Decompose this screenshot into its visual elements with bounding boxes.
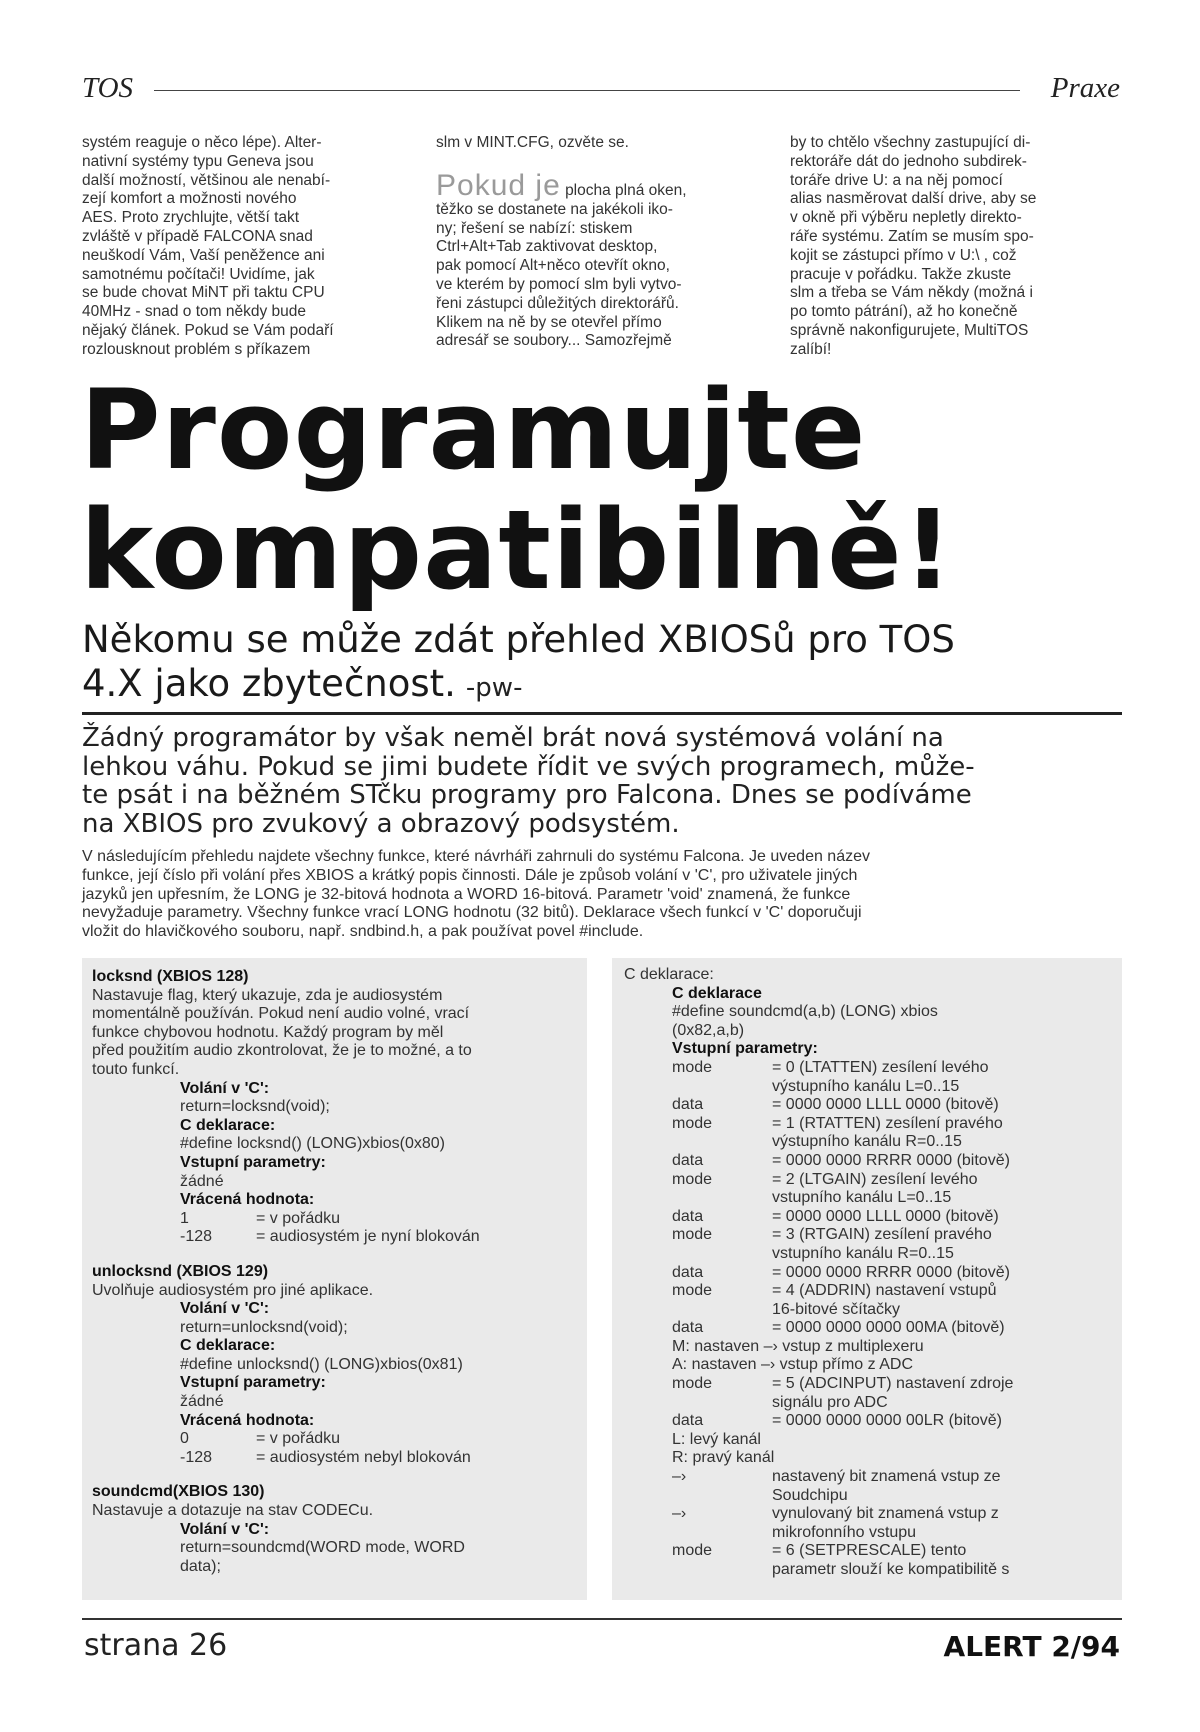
- param-row-value: = 5 (ADCINPUT) nastavení zdroje: [772, 1375, 1014, 1393]
- soundcmd-title: soundcmd(XBIOS 130): [92, 1483, 265, 1501]
- column-1-line: AES. Proto zrychlujte, větší takt: [82, 209, 300, 227]
- unlocksnd-return-row-value: = audiosystém nebyl blokován: [256, 1448, 471, 1466]
- soundcmd-call-line: return=soundcmd(WORD mode, WORD: [180, 1539, 465, 1557]
- column-3-line: ráře systému. Zatím se musím spo-: [790, 227, 1034, 245]
- param-row-key: mode: [672, 1542, 713, 1560]
- column-2: [436, 134, 766, 351]
- column-3: [790, 134, 1120, 360]
- locksnd-description: [92, 987, 587, 1080]
- footer-rule: [82, 1618, 1122, 1620]
- right-params-label: Vstupní parametry:: [672, 1040, 818, 1058]
- column-3-line: rektoráře dát do jednoho subdirek-: [790, 152, 1027, 170]
- param-row-value: = 2 (LTGAIN) zesílení levého: [772, 1170, 978, 1188]
- param-row-value: parametr slouží ke kompatibilitě s: [772, 1561, 1010, 1578]
- unlocksnd-return-row: [180, 1449, 587, 1468]
- column-3-line: alias nasměrovat další drive, aby se: [790, 190, 1037, 208]
- drop-cap-words: Pokud je: [436, 168, 561, 202]
- param-row-key: [672, 1301, 772, 1320]
- unlocksnd-returns: [180, 1430, 587, 1467]
- column-2-line: ny; řešení se nabízí: stiskem: [436, 219, 633, 237]
- page-number: strana 26: [84, 1628, 228, 1663]
- column-1-line: se bude chovat MiNT při taktu CPU: [82, 284, 325, 302]
- column-3-line: kojit se zástupci přímo v U:\ , což: [790, 246, 1017, 264]
- column-1-line: zejí komfort a možnosti nového: [82, 190, 297, 208]
- param-row-value: výstupního kanálu L=0..15: [772, 1077, 960, 1095]
- column-1-line: 40MHz - snad o tom někdy bude: [82, 303, 307, 321]
- column-2-lead-rest: plocha plná oken,: [565, 181, 687, 199]
- right-rows-2: [672, 1375, 1122, 1431]
- article-title: [80, 366, 1140, 614]
- column-2-line: těžko se dostanete na jakékoli iko-: [436, 200, 673, 218]
- param-row-value: = 0 (LTATTEN) zesílení levého: [772, 1058, 989, 1076]
- param-row-value: mikrofonního vstupu: [772, 1523, 917, 1541]
- unlocksnd-description: [92, 1282, 587, 1301]
- param-row: [672, 1133, 1122, 1152]
- header-section: TOS: [82, 72, 134, 104]
- locksnd-call: return=locksnd(void);: [180, 1098, 330, 1116]
- intro-line: Žádný programátor by však neměl brát nová systémová volání na: [82, 723, 944, 753]
- param-row: [672, 1468, 1122, 1487]
- unlocksnd-decl-label: C deklarace:: [180, 1337, 276, 1355]
- body-line: nevyžaduje parametry. Všechny funkce vrací LONG hodnotu (32 bitů). Deklarace všech funkcí v 'C' doporučuji: [82, 904, 862, 922]
- column-3-line: toráře drive U: a na něj pomocí: [790, 171, 1003, 189]
- column-3-line: pracuje v pořádku. Takže zkuste: [790, 265, 1012, 283]
- column-3-line: po tomto pátrání), až ho konečně: [790, 303, 1018, 321]
- right-decl-line: (0x82,a,b): [672, 1021, 745, 1039]
- intro-line: lehkou váhu. Pokud se jimi budete řídit ve svých programech, může-: [82, 751, 975, 782]
- param-row: [672, 1375, 1122, 1394]
- issue-label: ALERT 2/94: [943, 1630, 1120, 1663]
- right-note-line: M: nastaven –› vstup z multiplexeru: [672, 1337, 924, 1355]
- column-3-line: v okně při výběru nepletly direkto-: [790, 209, 1022, 227]
- param-row-key: data: [672, 1412, 704, 1430]
- locksnd-desc-line: před použitím audio zkontrolovat, že je to možné, a to: [92, 1042, 472, 1060]
- locksnd-return-row-value: = audiosystém je nyní blokován: [256, 1228, 480, 1246]
- unlocksnd-call-label: Volání v 'C':: [180, 1300, 270, 1318]
- unlocksnd-return-row-value: = v pořádku: [256, 1430, 341, 1448]
- param-row: [672, 1394, 1122, 1413]
- unlocksnd-params-label: Vstupní parametry:: [180, 1374, 326, 1392]
- param-row-value: vstupního kanálu L=0..15: [772, 1189, 952, 1207]
- soundcmd-call-line: data);: [180, 1557, 221, 1575]
- locksnd-desc-line: momentálně používán. Pokud není audio volné, vrací: [92, 1005, 470, 1023]
- unlocksnd-params: žádné: [180, 1393, 224, 1411]
- param-row: [672, 1505, 1122, 1524]
- locksnd-desc-line: Nastavuje flag, který ukazuje, zda je audiosystém: [92, 986, 443, 1004]
- soundcmd-desc-line: Nastavuje a dotazuje na stav CODECu.: [92, 1502, 374, 1520]
- right-rows-3: [672, 1468, 1122, 1580]
- subtitle-line-2-text: 4.X jako zbytečnost.: [82, 662, 456, 705]
- header-category: Praxe: [1050, 72, 1120, 104]
- param-row: [672, 1487, 1122, 1506]
- param-row-value: 16-bitové sčítačky: [772, 1300, 901, 1318]
- param-row-key: mode: [672, 1375, 713, 1393]
- param-row-value: = 6 (SETPRESCALE) tento: [772, 1542, 967, 1560]
- column-1-line: samotnému počítači! Uvidíme, jak: [82, 265, 315, 283]
- unlocksnd-returns-label: Vrácená hodnota:: [180, 1411, 315, 1429]
- param-row: [672, 1059, 1122, 1078]
- locksnd-returns-label: Vrácená hodnota:: [180, 1191, 315, 1209]
- column-2-body: [436, 201, 766, 351]
- locksnd-return-row-value: = v pořádku: [256, 1209, 341, 1227]
- right-note-line: A: nastaven –› vstup přímo z ADC: [672, 1356, 913, 1374]
- unlocksnd-title: unlocksnd (XBIOS 129): [92, 1262, 269, 1280]
- column-1-line: neuškodí Vám, Vaší peněžence ani: [82, 246, 325, 264]
- locksnd-return-row: [180, 1210, 587, 1229]
- column-1-line: systém reaguje o něco lépe). Alter-: [82, 134, 322, 151]
- column-1-line: rozlousknout problém s příkazem: [82, 340, 311, 358]
- column-2-line: ve kterém by pomocí slm byli vytvo-: [436, 275, 682, 293]
- column-2-lead: [436, 168, 766, 202]
- param-row-value: = 1 (RTATTEN) zesílení pravého: [772, 1114, 1003, 1132]
- locksnd-return-row-key: -128: [180, 1228, 213, 1246]
- param-row: [672, 1412, 1122, 1431]
- right-decl-line: #define soundcmd(a,b) (LONG) xbios: [672, 1003, 938, 1021]
- param-row-value: signálu pro ADC: [772, 1393, 888, 1411]
- locksnd-decl: #define locksnd() (LONG)xbios(0x80): [180, 1135, 445, 1153]
- param-row-key: data: [672, 1263, 704, 1281]
- locksnd-block: [92, 968, 587, 1247]
- locksnd-params: žádné: [180, 1172, 224, 1190]
- param-row-value: = 3 (RTGAIN) zesílení pravého: [772, 1226, 992, 1244]
- column-1-line: nějaký článek. Pokud se Vám podaří: [82, 321, 334, 339]
- column-1-line: další možností, většinou ale nenabí-: [82, 171, 331, 189]
- soundcmd-block: [92, 1483, 587, 1576]
- param-row-key: mode: [672, 1226, 713, 1244]
- param-row: [672, 1561, 1122, 1580]
- param-row: [672, 1282, 1122, 1301]
- locksnd-return-row-key: 1: [180, 1209, 189, 1227]
- left-function-box: [82, 958, 587, 1600]
- column-1-line: zvláště v případě FALCONA snad: [82, 227, 313, 245]
- column-2-line: Klikem na ně by se otevřel přímo: [436, 313, 662, 331]
- param-row-key: mode: [672, 1058, 713, 1076]
- soundcmd-description: [92, 1502, 587, 1521]
- unlocksnd-call: return=unlocksnd(void);: [180, 1318, 348, 1336]
- param-row-value: výstupního kanálu R=0..15: [772, 1133, 962, 1151]
- param-row: [672, 1152, 1122, 1171]
- param-row-key: [672, 1133, 772, 1152]
- locksnd-decl-label: C deklarace:: [180, 1116, 276, 1134]
- param-row-value: = 0000 0000 LLLL 0000 (bitově): [772, 1207, 999, 1225]
- param-row-value: = 4 (ADDRIN) nastavení vstupů: [772, 1282, 997, 1300]
- locksnd-desc-line: funkce chybovou hodnotu. Každý program by měl: [92, 1023, 444, 1041]
- intro-line: te psát i na běžném STčku programy pro Falcona. Dnes se podíváme: [82, 780, 972, 810]
- locksnd-title: locksnd (XBIOS 128): [92, 968, 249, 985]
- param-row-key: data: [672, 1096, 704, 1114]
- param-row: [672, 1301, 1122, 1320]
- column-2-first-line: slm v MINT.CFG, ozvěte se.: [436, 134, 629, 151]
- column-3-line: zalíbí!: [790, 340, 832, 358]
- column-2-line: adresář se soubory... Samozřejmě: [436, 332, 672, 350]
- param-row: [672, 1115, 1122, 1134]
- column-3-line: správně nakonfigurujete, MultiTOS: [790, 321, 1029, 339]
- soundcmd-call: [180, 1539, 587, 1576]
- title-line-1: Programujte: [80, 366, 867, 494]
- locksnd-call-label: Volání v 'C':: [180, 1079, 270, 1097]
- param-row: [672, 1542, 1122, 1561]
- unlocksnd-desc-line: Uvolňuje audiosystém pro jiné aplikace.: [92, 1281, 374, 1299]
- unlocksnd-decl: #define unlocksnd() (LONG)xbios(0x81): [180, 1355, 463, 1373]
- param-row-key: [672, 1487, 772, 1506]
- column-1-line: nativní systémy typu Geneva jsou: [82, 152, 314, 170]
- param-row-key: [672, 1524, 772, 1543]
- header-rule: [154, 90, 1020, 91]
- locksnd-return-row: [180, 1228, 587, 1247]
- param-row-key: [672, 1394, 772, 1413]
- column-2-line: Ctrl+Alt+Tab zaktivovat desktop,: [436, 238, 658, 256]
- param-row-key: mode: [672, 1170, 713, 1188]
- column-2-line: pak pomocí Alt+něco otevřít okno,: [436, 257, 670, 275]
- param-row: [672, 1189, 1122, 1208]
- unlocksnd-return-row: [180, 1430, 587, 1449]
- param-row-key: [672, 1189, 772, 1208]
- locksnd-desc-line: touto funkcí.: [92, 1060, 180, 1078]
- body-line: vložit do hlavičkového souboru, např. sndbind.h, a pak používat povel #include.: [82, 923, 644, 941]
- column-3-line: slm a třeba se Vám někdy (možná i: [790, 284, 1033, 302]
- param-row-value: nastavený bit znamená vstup ze: [772, 1468, 1001, 1486]
- param-row: [672, 1264, 1122, 1283]
- right-decl: [672, 1003, 1122, 1040]
- param-row-key: –›: [672, 1468, 687, 1486]
- param-row-key: data: [672, 1151, 704, 1169]
- column-2-line: řeni zástupci důležitých direktorářů.: [436, 294, 679, 312]
- locksnd-params-label: Vstupní parametry:: [180, 1153, 326, 1171]
- intro-paragraph: [82, 724, 1127, 838]
- article-subtitle: [82, 618, 1132, 710]
- right-note-line: R: pravý kanál: [672, 1449, 775, 1467]
- section-rule: [82, 712, 1122, 715]
- subtitle-line-2: [82, 662, 1132, 710]
- param-row-value: = 0000 0000 RRRR 0000 (bitově): [772, 1151, 1010, 1169]
- body-paragraph: [82, 848, 1127, 942]
- right-function-box: [612, 958, 1122, 1600]
- param-row-key: mode: [672, 1114, 713, 1132]
- param-row-value: = 0000 0000 LLLL 0000 (bitově): [772, 1096, 999, 1114]
- body-line: V následujícím přehledu najdete všechny funkce, které návrháři zahrnuli do systému Falcona. Je uveden název: [82, 848, 870, 865]
- param-row-key: data: [672, 1319, 704, 1337]
- param-row: [672, 1171, 1122, 1190]
- locksnd-returns: [180, 1210, 587, 1247]
- column-3-line: by to chtělo všechny zastupující di-: [790, 134, 1031, 151]
- column-1: [82, 134, 402, 360]
- soundcmd-call-label: Volání v 'C':: [180, 1520, 270, 1538]
- unlocksnd-return-row-key: 0: [180, 1430, 189, 1448]
- author-signature: -pw-: [465, 673, 523, 703]
- param-row-key: [672, 1245, 772, 1264]
- body-line: jazyků jen upřesním, že LONG je 32-bitová hodnota a WORD 16-bitová. Parametr 'void' znamená, že funkce: [82, 885, 851, 903]
- param-row-value: = 0000 0000 RRRR 0000 (bitově): [772, 1263, 1010, 1281]
- param-row: [672, 1096, 1122, 1115]
- param-row-value: = 0000 0000 0000 00MA (bitově): [772, 1319, 1005, 1337]
- param-row-key: data: [672, 1207, 704, 1225]
- subtitle-line-1: Někomu se může zdát přehled XBIOSů pro TOS: [82, 618, 955, 661]
- right-notes-1: [672, 1338, 1122, 1375]
- right-top-label: C deklarace:: [624, 966, 714, 983]
- unlocksnd-block: [92, 1263, 587, 1468]
- param-row: [672, 1245, 1122, 1264]
- param-row: [672, 1524, 1122, 1543]
- intro-line: na XBIOS pro zvukový a obrazový podsystém.: [82, 808, 680, 839]
- param-row-value: vynulovaný bit znamená vstup z: [772, 1505, 999, 1523]
- param-row-value: Soudchipu: [772, 1486, 848, 1504]
- right-rows: [672, 1059, 1122, 1338]
- param-row-key: [672, 1561, 772, 1580]
- body-line: funkce, její číslo při volání přes XBIOS a krátký popis činnosti. Dále je způsob volání v 'C', pro uživatele jiných: [82, 866, 858, 884]
- right-note-line: L: levý kanál: [672, 1430, 761, 1448]
- running-header: [82, 72, 1120, 108]
- param-row: [672, 1208, 1122, 1227]
- title-line-2: kompatibilně!: [80, 486, 954, 614]
- param-row: [672, 1226, 1122, 1245]
- param-row: [672, 1319, 1122, 1338]
- param-row-key: [672, 1078, 772, 1097]
- param-row-key: mode: [672, 1282, 713, 1300]
- unlocksnd-return-row-key: -128: [180, 1448, 213, 1466]
- right-notes-2: [672, 1431, 1122, 1468]
- param-row-value: = 0000 0000 0000 00LR (bitově): [772, 1412, 1002, 1430]
- param-row: [672, 1078, 1122, 1097]
- param-row-key: –›: [672, 1505, 687, 1523]
- right-decl-label: C deklarace: [672, 984, 762, 1002]
- param-row-value: vstupního kanálu R=0..15: [772, 1244, 954, 1262]
